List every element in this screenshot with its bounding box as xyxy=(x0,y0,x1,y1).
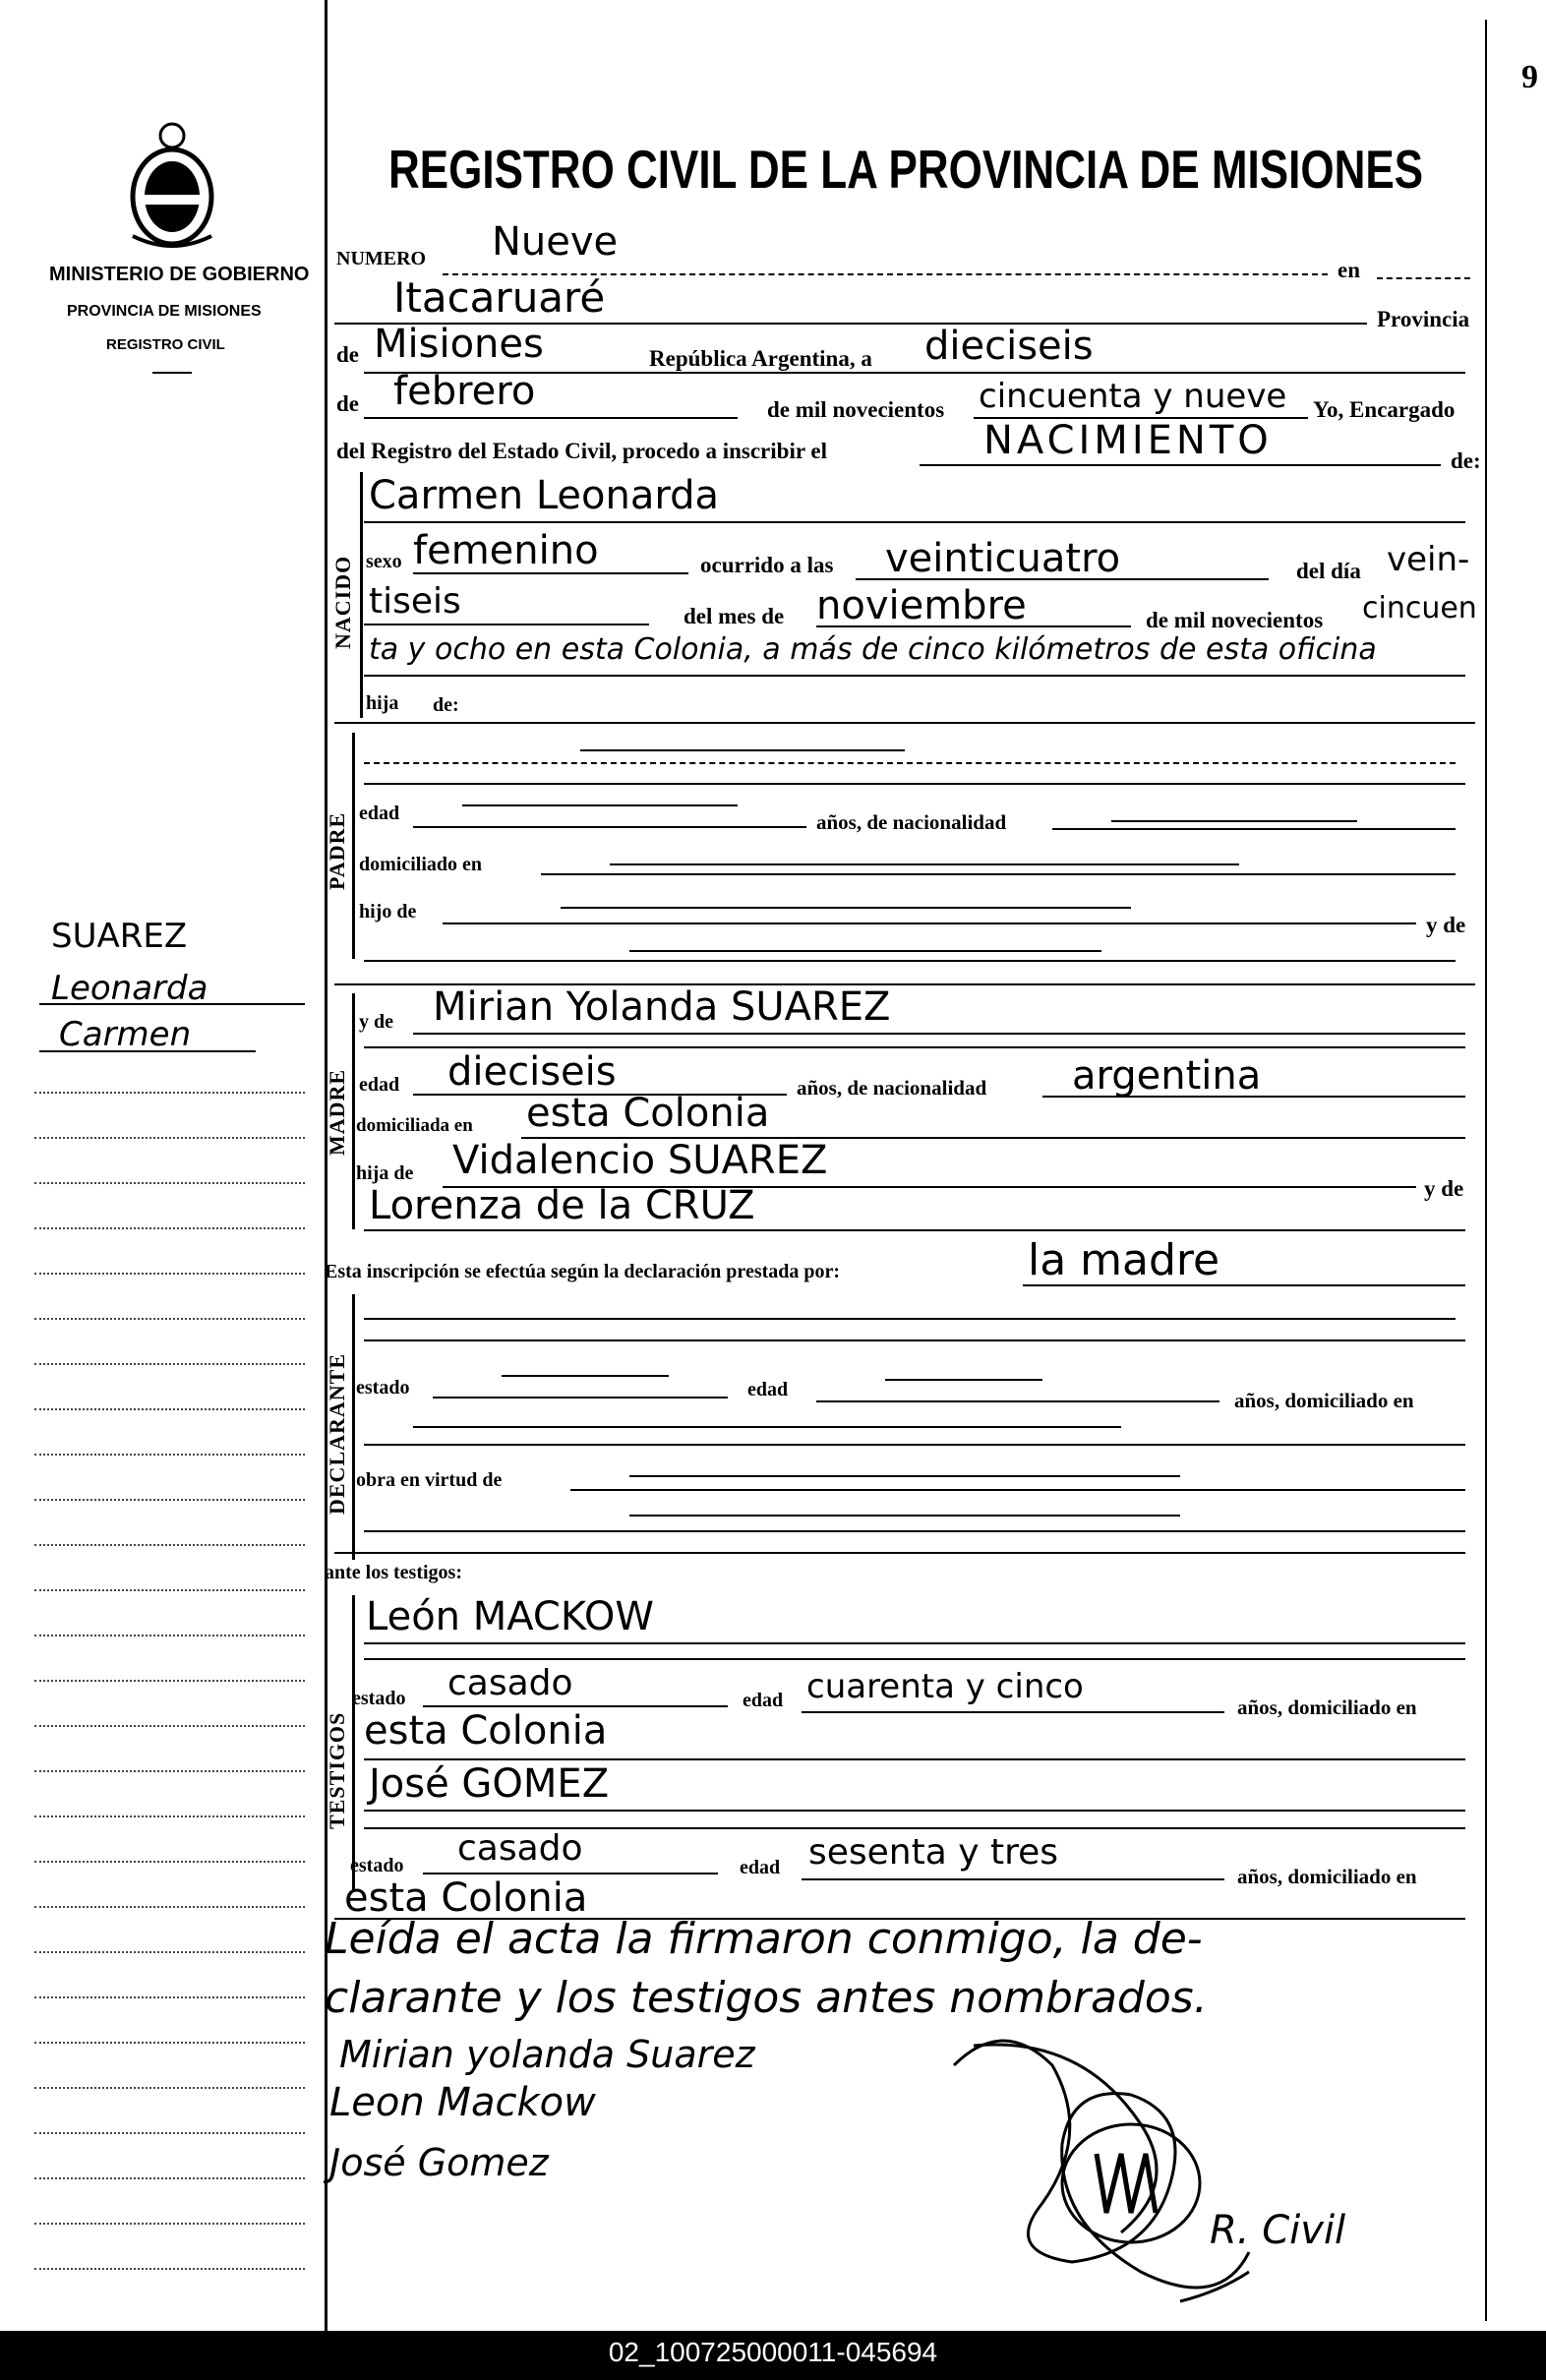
madre-nacionalidad-value: argentina xyxy=(1072,1053,1262,1099)
margin-line xyxy=(34,1589,305,1591)
margin-line xyxy=(34,1227,305,1229)
margin-note-surname: SUAREZ xyxy=(51,917,188,956)
field-line xyxy=(1023,1284,1465,1286)
margin-note-name2: Carmen xyxy=(59,1015,192,1054)
dia-label: del día xyxy=(1296,559,1361,583)
testigos-section-label: TESTIGOS xyxy=(325,1711,349,1829)
en-label: en xyxy=(1338,258,1360,282)
field-line xyxy=(364,783,1465,785)
field-line xyxy=(629,1515,1180,1517)
padre-hijo-label: hijo de xyxy=(359,901,417,922)
testigo2-edad-label: edad xyxy=(740,1857,781,1878)
field-line xyxy=(802,1878,1224,1880)
field-line xyxy=(364,1810,1465,1812)
margin-line xyxy=(34,2223,305,2225)
field-line xyxy=(629,1475,1180,1477)
field-line xyxy=(443,922,1416,924)
field-line xyxy=(502,1375,669,1377)
madre-anios-label: años, de nacionalidad xyxy=(797,1076,987,1100)
field-line xyxy=(364,624,649,625)
firma-madre: Mirian yolanda Suarez xyxy=(339,2033,755,2076)
field-line xyxy=(561,907,1131,909)
page-title: REGISTRO CIVIL DE LA PROVINCIA DE MISIONES xyxy=(388,139,1424,200)
field-line xyxy=(541,873,1456,875)
margin-line xyxy=(34,1408,305,1410)
declarante-estado-label: estado xyxy=(356,1377,410,1398)
declarante-edad-label: edad xyxy=(747,1379,789,1400)
madre-yde-label: y de xyxy=(359,1011,393,1033)
section-rule xyxy=(352,733,355,959)
testigo2-anios-label: años, domiciliado en xyxy=(1237,1865,1417,1888)
anio-value-a: cincuen xyxy=(1362,591,1477,625)
footer-code: 02_100725000011-045694 xyxy=(608,2337,938,2367)
margin-line xyxy=(34,1635,305,1636)
field-line xyxy=(570,1489,1465,1491)
section-rule xyxy=(352,993,355,1229)
madre-section-label: MADRE xyxy=(325,1068,349,1156)
field-line xyxy=(802,1711,1224,1713)
sexo-label: sexo xyxy=(366,551,402,572)
field-line xyxy=(413,1033,1465,1035)
margin-line xyxy=(34,1092,305,1094)
margin-line xyxy=(34,1363,305,1365)
provincia-value: Misiones xyxy=(374,322,544,367)
field-line xyxy=(629,950,1101,952)
margin-note-underline xyxy=(39,1050,256,1052)
firma-registro: R. Civil xyxy=(1210,2208,1346,2253)
field-line xyxy=(364,1229,1465,1231)
margin-note-name1: Leonarda xyxy=(51,969,208,1008)
field-line xyxy=(334,1552,1465,1554)
province-label: PROVINCIA DE MISIONES xyxy=(67,303,262,320)
margin-line xyxy=(34,2132,305,2134)
sexo-value: femenino xyxy=(413,528,599,573)
testigos-label: ante los testigos: xyxy=(325,1562,462,1583)
field-line xyxy=(364,1758,1465,1760)
margin-line xyxy=(34,2087,305,2089)
numero-value: Nueve xyxy=(492,219,619,265)
padre-yde-label: y de xyxy=(1426,913,1466,937)
declaracion-label: Esta inscripción se efectúa según la declaración prestada por: xyxy=(325,1261,841,1282)
field-line xyxy=(610,863,1239,865)
numero-label: NUMERO xyxy=(336,248,427,269)
mes-label: del mes de xyxy=(684,604,785,628)
provincia-label: Provincia xyxy=(1377,307,1470,331)
cierre-linea2: clarante y los testigos antes nombrados. xyxy=(325,1973,1208,2023)
testigo2-estado-value: casado xyxy=(457,1828,583,1869)
margin-line xyxy=(34,1996,305,1998)
firma-testigo1: Leon Mackow xyxy=(329,2080,596,2125)
field-line xyxy=(364,1046,1465,1048)
madre-domicilio-value: esta Colonia xyxy=(526,1091,770,1136)
field-line xyxy=(364,1444,1465,1446)
nacido-nombre: Carmen Leonarda xyxy=(369,473,719,518)
madre-yde2-label: y de xyxy=(1424,1176,1464,1201)
right-rule xyxy=(1485,20,1487,2321)
testigo1-anios-label: años, domiciliado en xyxy=(1237,1696,1417,1719)
registro-label: del Registro del Estado Civil, procedo a inscribir el xyxy=(336,439,827,463)
de-label: de xyxy=(336,342,359,367)
field-line xyxy=(1042,1096,1465,1098)
republica-label: República Argentina, a xyxy=(649,346,872,371)
padre-domicilio-label: domiciliado en xyxy=(359,854,483,875)
ocurrido-label: ocurrido a las xyxy=(700,553,834,577)
section-rule xyxy=(352,1294,355,1560)
field-line xyxy=(433,1397,728,1398)
madre-nombre: Mirian Yolanda SUAREZ xyxy=(433,984,891,1030)
field-line xyxy=(885,1379,1042,1381)
testigo1-edad-label: edad xyxy=(743,1690,784,1711)
field-line xyxy=(364,1339,1465,1341)
field-line xyxy=(364,1318,1456,1320)
section-rule xyxy=(352,1595,355,1890)
tipo-value: NACIMIENTO xyxy=(983,418,1273,463)
madre-hija-label: hija de xyxy=(356,1162,414,1184)
field-line xyxy=(413,572,688,574)
madre-domicilio-label: domiciliada en xyxy=(356,1115,473,1136)
field-line xyxy=(816,625,1131,627)
field-line xyxy=(580,749,905,751)
testigo2-nombre: José GOMEZ xyxy=(369,1761,610,1807)
dia-value-b: tiseis xyxy=(369,581,461,622)
section-rule xyxy=(360,472,363,718)
margin-line xyxy=(34,1273,305,1275)
testigo2-edad-value: sesenta y tres xyxy=(808,1832,1059,1873)
field-line xyxy=(423,1705,728,1707)
testigo1-estado-label: estado xyxy=(352,1688,406,1709)
page-number: 9 xyxy=(1521,59,1538,95)
field-line xyxy=(364,675,1465,677)
field-line xyxy=(1111,820,1357,822)
mes-value: noviembre xyxy=(816,583,1027,628)
coat-of-arms-icon xyxy=(118,118,226,256)
margin-line xyxy=(34,1861,305,1863)
field-line xyxy=(334,722,1475,724)
ministry-label: MINISTERIO DE GOBIERNO xyxy=(49,264,310,285)
testigo1-domicilio: esta Colonia xyxy=(364,1708,608,1754)
de3-label: de: xyxy=(1451,448,1481,473)
field-line xyxy=(856,578,1269,580)
fecha-anio-value: cincuenta y nueve xyxy=(979,377,1287,416)
testigo1-edad-value: cuarenta y cinco xyxy=(806,1667,1084,1706)
field-line xyxy=(364,521,1465,523)
lugar-value: Itacaruaré xyxy=(393,273,606,322)
declarante-anios-label: años, domiciliado en xyxy=(1234,1389,1414,1412)
field-line xyxy=(816,1400,1219,1402)
dia-value-a: vein- xyxy=(1387,540,1470,579)
cierre-linea1: Leída el acta la firmaron conmigo, la de- xyxy=(325,1914,1203,1964)
mil-label: de mil novecientos xyxy=(767,397,945,422)
madre-madre-value: Lorenza de la CRUZ xyxy=(369,1183,755,1228)
registry-label: REGISTRO CIVIL xyxy=(106,336,225,353)
padre-edad-label: edad xyxy=(359,803,400,824)
fecha-mes-value: febrero xyxy=(393,369,536,414)
madre-edad-label: edad xyxy=(359,1074,400,1096)
margin-line xyxy=(34,1680,305,1682)
field-line xyxy=(364,1658,1465,1660)
lugar-nacimiento: ta y ocho en esta Colonia, a más de cinco kilómetros de esta oficina xyxy=(369,632,1377,667)
field-line xyxy=(423,1873,718,1874)
declaracion-value: la madre xyxy=(1028,1235,1220,1285)
margin-line xyxy=(34,1454,305,1456)
margin-line xyxy=(34,1499,305,1501)
declarante-section-label: DECLARANTE xyxy=(325,1352,349,1515)
margin-line xyxy=(34,1182,305,1184)
field-line xyxy=(1052,828,1456,830)
testigo2-domicilio: esta Colonia xyxy=(344,1875,588,1921)
madre-edad-value: dieciseis xyxy=(447,1049,617,1095)
margin-line xyxy=(34,1137,305,1139)
hija-label: hija xyxy=(366,692,399,714)
margin-line xyxy=(34,1770,305,1772)
margin-line xyxy=(34,1906,305,1908)
de2-label: de xyxy=(336,391,359,416)
margin-note-underline xyxy=(39,1003,305,1005)
margin-line xyxy=(34,2042,305,2044)
madre-padre-value: Vidalencio SUAREZ xyxy=(452,1138,828,1183)
field-line xyxy=(364,1530,1465,1532)
margin-line xyxy=(34,2268,305,2270)
testigo1-nombre: León MACKOW xyxy=(366,1594,654,1639)
field-line xyxy=(364,762,1456,764)
field-line xyxy=(462,804,738,806)
fecha-dia-value: dieciseis xyxy=(924,324,1094,369)
firma-testigo2: José Gomez xyxy=(329,2141,549,2184)
field-line xyxy=(413,826,806,828)
field-line xyxy=(413,1426,1121,1428)
field-line xyxy=(364,1642,1465,1644)
anio-label: de mil novecientos xyxy=(1146,608,1324,632)
field-line xyxy=(920,464,1441,466)
field-line xyxy=(364,960,1456,962)
field-line xyxy=(364,417,738,419)
encargado-label: Yo, Encargado xyxy=(1313,397,1456,422)
registro-signature-icon xyxy=(924,2006,1397,2331)
testigo1-estado-value: casado xyxy=(447,1663,573,1703)
margin-line xyxy=(34,1725,305,1727)
padre-anios-label: años, de nacionalidad xyxy=(816,810,1007,834)
margin-line xyxy=(34,1544,305,1546)
testigo2-estado-label: estado xyxy=(350,1855,404,1876)
hija-de-label: de: xyxy=(433,694,459,716)
margin-line xyxy=(34,1318,305,1320)
margin-line xyxy=(34,1951,305,1953)
hora-value: veinticuatro xyxy=(885,536,1121,581)
nacido-section-label: NACIDO xyxy=(330,555,355,649)
declarante-obra-label: obra en virtud de xyxy=(356,1469,503,1491)
field-line xyxy=(1377,277,1470,279)
padre-section-label: PADRE xyxy=(325,811,349,890)
margin-line xyxy=(34,2177,305,2179)
header-divider xyxy=(152,372,192,374)
margin-line xyxy=(34,1815,305,1817)
